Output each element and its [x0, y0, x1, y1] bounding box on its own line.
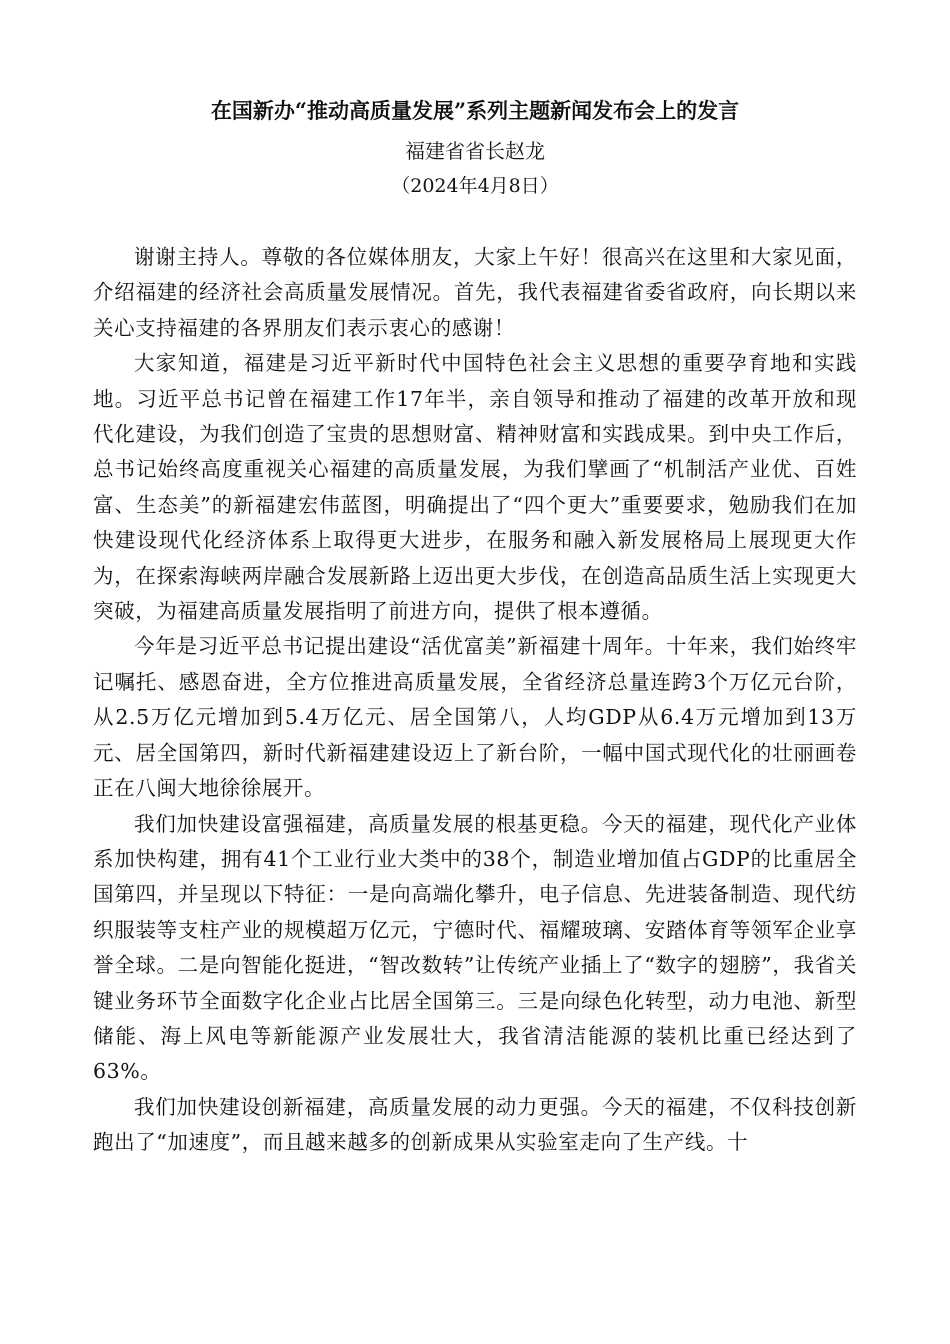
- document-title: 在国新办“推动高质量发展”系列主题新闻发布会上的发言: [210, 98, 740, 123]
- paragraph: 谢谢主持人。尊敬的各位媒体朋友，大家上午好！很高兴在这里和大家见面，介绍福建的经济社会高质量发展情况。首先，我代表福建省委省政府，向长期以来关心支持福建的各界朋友们表示衷心的感谢！: [93, 245, 857, 340]
- paragraph: 今年是习近平总书记提出建设“活优富美”新福建十周年。十年来，我们始终牢记嘱托、感恩奋进，全方位推进高质量发展，全省经济总量连跨3个万亿元台阶，从2.5万亿元增加到5.4万亿元、居全国第八，人均GDP从6.4万元增加到13万元、居全国第四，新时代新福建建设迈上了新台阶，一幅中国式现代化的壮丽画卷正在八闽大地徐徐展开。: [93, 634, 857, 801]
- paragraph: 我们加快建设创新福建，高质量发展的动力更强。今天的福建，不仅科技创新跑出了“加速度”，而且越来越多的创新成果从实验室走向了生产线。十: [93, 1094, 857, 1155]
- document-author: 福建省省长赵龙: [405, 139, 545, 163]
- paragraph: 大家知道，福建是习近平新时代中国特色社会主义思想的重要孕育地和实践地。习近平总书记曾在福建工作17年半，亲自领导和推动了福建的改革开放和现代化建设，为我们创造了宝贵的思想财富、精神财富和实践成果。到中央工作后，总书记始终高度重视关心福建的高质量发展，为我们擘画了“机制活产业优、百姓富、生态美”的新福建宏伟蓝图，明确提出了“四个更大”重要要求，勉励我们在加快建设现代化经济体系上取得更大进步，在服务和融入新发展格局上展现更大作为，在探索海峡两岸融合发展新路上迈出更大步伐，在创造高品质生活上实现更大突破，为福建高质量发展指明了前进方向，提供了根本遵循。: [93, 351, 857, 624]
- document-body: [93, 240, 857, 1161]
- document-date: （2024年4月8日）: [391, 175, 559, 197]
- paragraph: 我们加快建设富强福建，高质量发展的根基更稳。今天的福建，现代化产业体系加快构建，拥有41个工业行业大类中的38个，制造业增加值占GDP的比重居全国第四，并呈现以下特征：一是向高端化攀升，电子信息、先进装备制造、现代纺织服装等支柱产业的规模超万亿元，宁德时代、福耀玻璃、安踏体育等领军企业享誉全球。二是向智能化挺进，“智改数转”让传统产业插上了“数字的翅膀”，我省关键业务环节全面数字化企业占比居全国第三。三是向绿色化转型，动力电池、新型储能、海上风电等新能源产业发展壮大，我省清洁能源的装机比重已经达到了63%。: [93, 811, 857, 1084]
